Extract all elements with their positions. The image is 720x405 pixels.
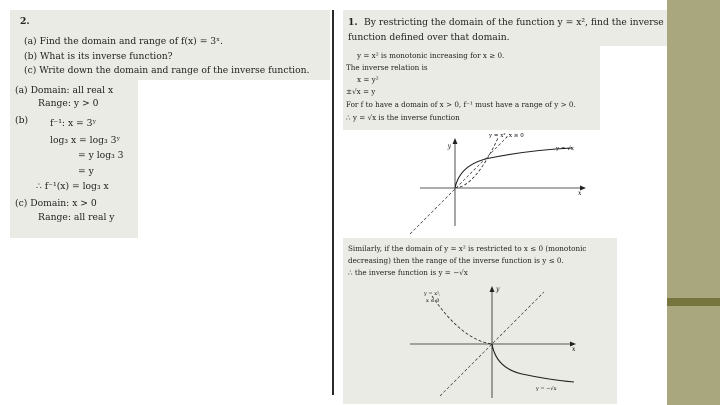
answer-b-line: log₃ x = log₃ 3ʸ <box>50 135 121 146</box>
question-number: 2. <box>20 16 30 27</box>
decorative-sidebar-band <box>667 298 720 306</box>
solution-line: ±√x = y <box>346 87 376 96</box>
parabola-curve <box>455 138 498 188</box>
graph-inverse-decreasing <box>410 282 590 402</box>
answer-c-range: Range: all real y <box>38 212 115 223</box>
graph1-sqrt-label: y = √x <box>556 146 574 152</box>
graph1-y-label: y <box>447 143 451 150</box>
graph2-parabola-domain: x ≤ 0 <box>426 298 440 304</box>
answer-a-range: Range: y > 0 <box>38 98 99 109</box>
graph1-parabola-label: y = x², x ≥ 0 <box>489 133 524 139</box>
solution-line: For f to have a domain of x > 0, f⁻¹ must have a range of y > 0. <box>346 100 576 109</box>
mirror-line <box>410 134 510 234</box>
solution-conclusion: ∴ y = √x is the inverse function <box>346 113 460 122</box>
similarly-line: Similarly, if the domain of y = x² is restricted to x ≤ 0 (monotonic <box>348 244 587 253</box>
similarly-line: decreasing) then the range of the inverse function is y ≤ 0. <box>348 256 564 265</box>
graph2-y-label: y <box>496 286 500 293</box>
graph-inverse-increasing <box>400 128 600 236</box>
question-text-line1: By restricting the domain of the function y = x², find the inverse <box>364 17 664 28</box>
column-divider <box>332 10 334 395</box>
sqrt-curve <box>455 148 572 188</box>
solution-line: The inverse relation is <box>346 63 428 72</box>
graph1-x-label: x <box>578 190 582 197</box>
parabola-left-curve <box>432 296 492 344</box>
graph2-parabola-label: y = x², <box>424 291 441 297</box>
answer-a-domain: (a) Domain: all real x <box>15 85 114 96</box>
question-part-a: (a) Find the domain and range of f(x) = 3ˣ. <box>24 36 223 47</box>
answer-b-conclusion: ∴ f⁻¹(x) = log₃ x <box>36 181 109 192</box>
y-axis-arrow <box>490 286 495 292</box>
answer-b-line: = y <box>78 166 94 177</box>
graph2-neg-sqrt-label: y = −√x <box>536 386 557 392</box>
graph2-x-label: x <box>572 346 576 353</box>
question-part-b: (b) What is its inverse function? <box>24 51 173 62</box>
answer-c-domain: (c) Domain: x > 0 <box>15 198 97 209</box>
answer-b-line: = y log₃ 3 <box>78 150 124 161</box>
similarly-conclusion: ∴ the inverse function is y = −√x <box>348 268 468 277</box>
decorative-sidebar <box>667 0 720 405</box>
answer-b-line: f⁻¹: x = 3ʸ <box>50 118 97 129</box>
question-part-c: (c) Write down the domain and range of the inverse function. <box>24 65 310 76</box>
answer-b-label: (b) <box>15 115 29 126</box>
question-number: 1. <box>348 17 358 28</box>
neg-sqrt-curve <box>492 344 574 382</box>
y-axis-arrow <box>453 138 458 144</box>
solution-line: x = y² <box>357 75 379 84</box>
solution-line: y = x² is monotonic increasing for x ≥ 0. <box>357 51 505 60</box>
question-text-line2: function defined over that domain. <box>348 32 510 43</box>
